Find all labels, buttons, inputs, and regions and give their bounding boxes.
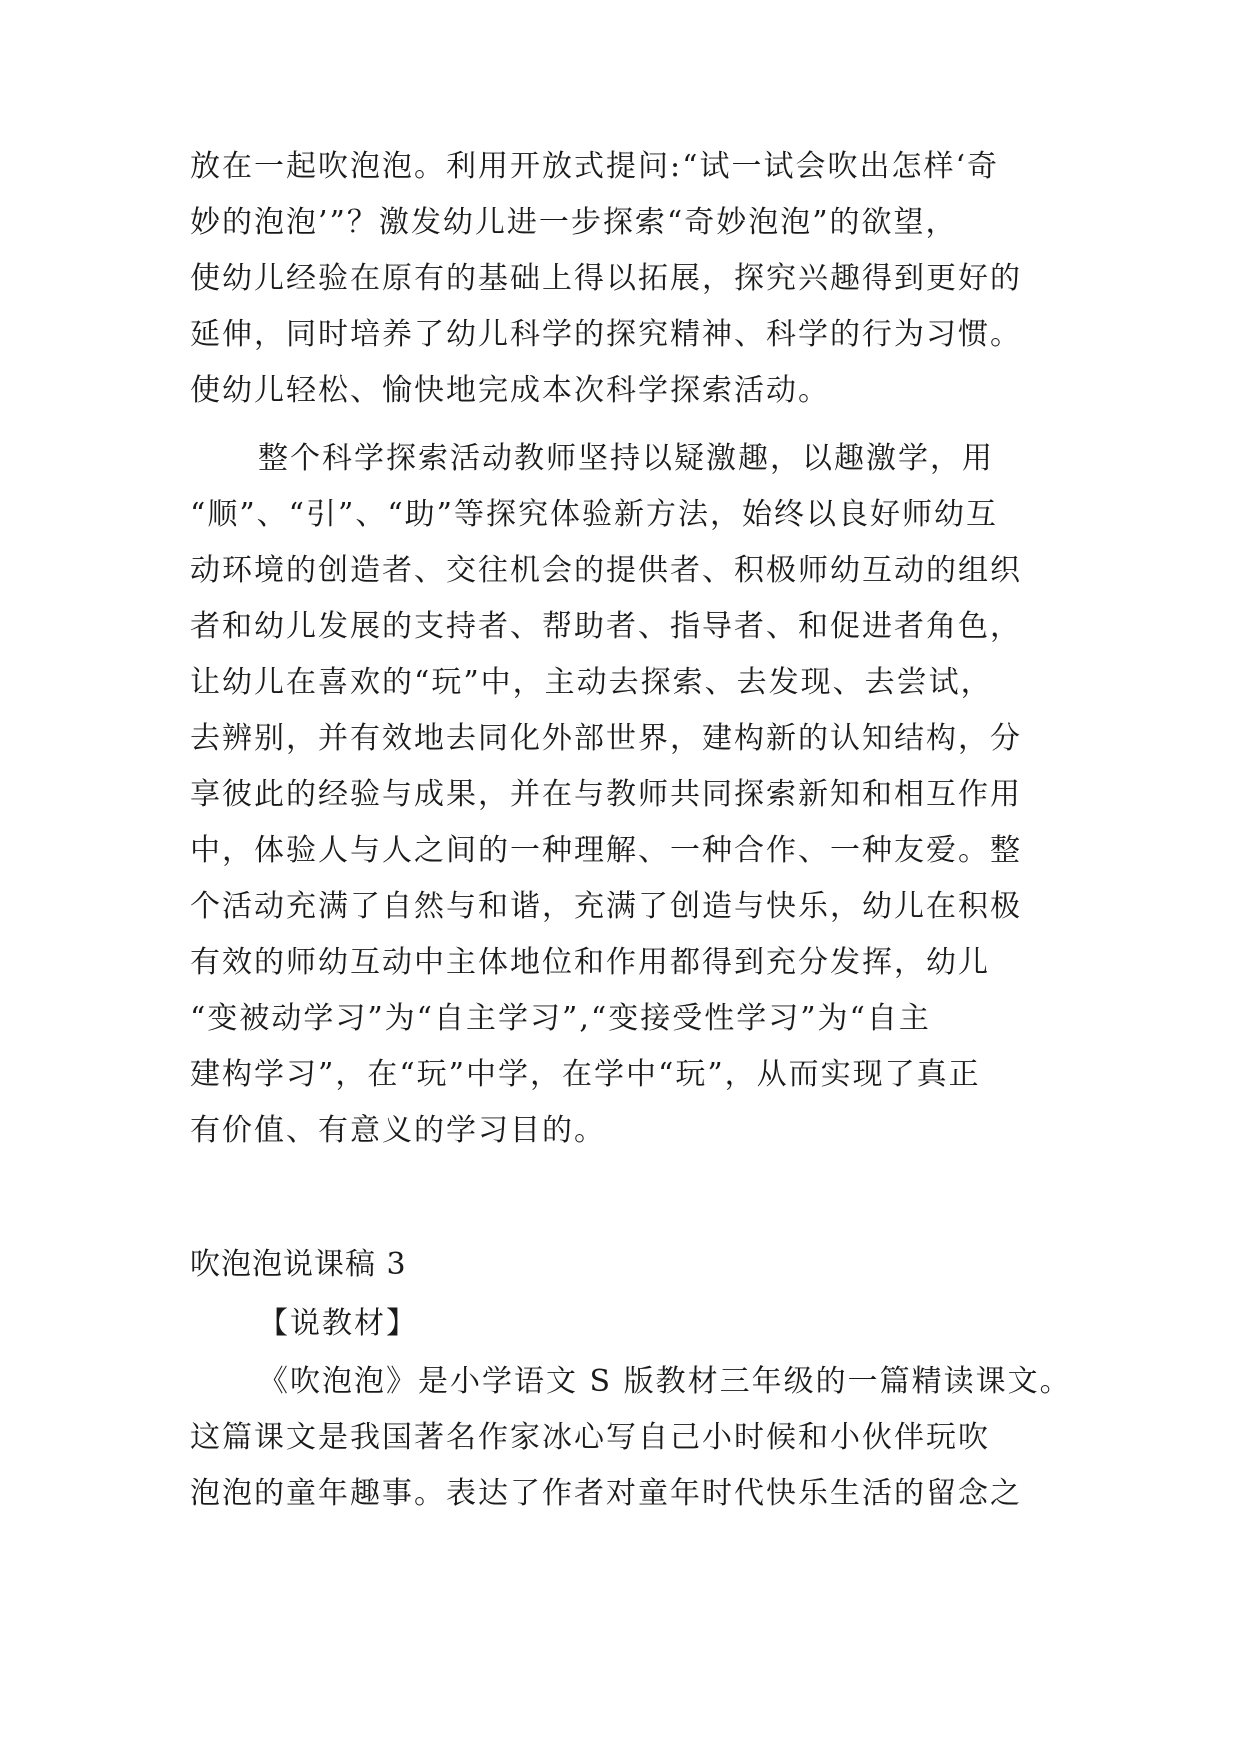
paragraph-line: “变被动学习”为“自主学习”,“变接受性学习”为“自主 [190, 1001, 931, 1036]
paragraph-line: 《吹泡泡》是小学语文 S 版教材三年级的一篇精读课文。 [258, 1364, 1072, 1399]
paragraph-line: 有效的师幼互动中主体地位和作用都得到充分发挥，幼儿 [190, 945, 990, 980]
paragraph-line: 让幼儿在喜欢的“玩”中，主动去探索、去发现、去尝试， [190, 665, 993, 700]
subsection-heading: 【说教材】 [258, 1306, 418, 1341]
paragraph-line: 建构学习”，在“玩”中学，在学中“玩”，从而实现了真正 [190, 1057, 981, 1092]
paragraph-line: 者和幼儿发展的支持者、帮助者、指导者、和促进者角色， [190, 609, 1022, 644]
paragraph-line: 放在一起吹泡泡。利用开放式提问:“试一试会吹出怎样‘奇 [190, 149, 999, 184]
paragraph-line: 使幼儿经验在原有的基础上得以拓展，探究兴趣得到更好的 [190, 261, 1022, 296]
paragraph-line: 这篇课文是我国著名作家冰心写自己小时候和小伙伴玩吹 [190, 1420, 990, 1455]
paragraph-line: 享彼此的经验与成果，并在与教师共同探索新知和相互作用 [190, 777, 1022, 812]
paragraph-line: “顺”、“引”、“助”等探究体验新方法，始终以良好师幼互 [190, 497, 999, 532]
paragraph-line: 动环境的创造者、交往机会的提供者、积极师幼互动的组织 [190, 553, 1022, 588]
paragraph-line: 使幼儿轻松、愉快地完成本次科学探索活动。 [190, 373, 830, 408]
paragraph-line: 妙的泡泡’”？激发幼儿进一步探索“奇妙泡泡”的欲望， [190, 205, 958, 240]
paragraph-line: 整个科学探索活动教师坚持以疑激趣，以趣激学，用 [258, 441, 994, 476]
paragraph-line: 泡泡的童年趣事。表达了作者对童年时代快乐生活的留念之 [190, 1476, 1022, 1511]
section-title: 吹泡泡说课稿 3 [190, 1247, 407, 1282]
paragraph-line: 中，体验人与人之间的一种理解、一种合作、一种友爱。整 [190, 833, 1022, 868]
paragraph-line: 有价值、有意义的学习目的。 [190, 1113, 606, 1148]
paragraph-line: 个活动充满了自然与和谐，充满了创造与快乐，幼儿在积极 [190, 889, 1022, 924]
paragraph-line: 去辨别，并有效地去同化外部世界，建构新的认知结构，分 [190, 721, 1022, 756]
paragraph-line: 延伸，同时培养了幼儿科学的探究精神、科学的行为习惯。 [190, 317, 1022, 352]
